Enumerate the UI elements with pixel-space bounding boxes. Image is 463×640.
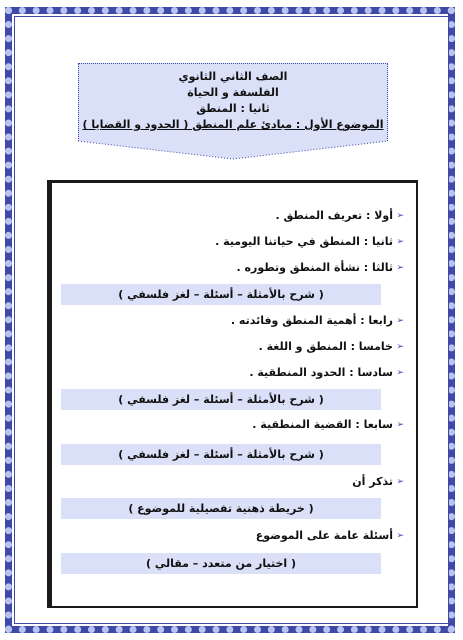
list-item-label: رابعا : أهمية المنطق وفائدته . — [230, 314, 393, 327]
highlight-band: ( شرح بالأمثلة – أسئلة – لغز فلسفي ) — [61, 284, 381, 305]
list-item-label: سادسا : الحدود المنطقية . — [249, 366, 393, 379]
arrow-bullet-icon: ➢ — [396, 530, 404, 541]
contents-box — [47, 180, 418, 608]
list-item — [275, 209, 404, 222]
list-item — [237, 261, 405, 274]
highlight-band: ( خريطة ذهنية تفصيلية للموضوع ) — [61, 498, 381, 519]
list-item — [259, 340, 404, 353]
arrow-bullet-icon: ➢ — [396, 236, 404, 247]
header-text — [78, 63, 388, 133]
list-item — [249, 366, 404, 379]
arrow-bullet-icon: ➢ — [396, 419, 404, 430]
list-item — [352, 475, 404, 488]
list-item-label: سابعا : القضية المنطقية . — [252, 418, 393, 431]
list-item — [256, 529, 404, 542]
arrow-bullet-icon: ➢ — [396, 262, 404, 273]
list-item-label: ثانيا : المنطق في حياتنا اليومية . — [215, 235, 393, 248]
list-item — [231, 314, 404, 327]
list-item — [215, 235, 404, 248]
arrow-bullet-icon: ➢ — [396, 476, 404, 487]
list-item-label: تذكر أن — [352, 475, 393, 488]
highlight-band: ( اختيار من متعدد – مقالي ) — [61, 553, 381, 574]
list-item-label: أولا : تعريف المنطق . — [275, 209, 393, 222]
list-item-label: ثالثا : نشأة المنطق وتطوره . — [236, 261, 393, 274]
arrow-bullet-icon: ➢ — [396, 210, 404, 221]
arrow-bullet-icon: ➢ — [396, 367, 404, 378]
header-banner-point — [78, 141, 388, 159]
highlight-band: ( شرح بالأمثلة – أسئلة – لغز فلسفي ) — [61, 389, 381, 410]
grade-title: الصف الثاني الثانوي — [178, 70, 288, 83]
list-item-label: أسئلة عامة على الموضوع — [255, 529, 393, 542]
arrow-bullet-icon: ➢ — [396, 315, 404, 326]
arrow-bullet-icon: ➢ — [396, 341, 404, 352]
list-item — [252, 418, 404, 431]
highlight-band: ( شرح بالأمثلة – أسئلة – لغز فلسفي ) — [61, 444, 381, 465]
topic-title: الموضوع الأول : مبادئ علم المنطق ( الحدود و القضايا ) — [82, 118, 384, 131]
unit-title: ثانيا : المنطق — [196, 102, 270, 115]
subject-title: الفلسفة و الحياة — [187, 86, 279, 99]
list-item-label: خامسا : المنطق و اللغة . — [258, 340, 393, 353]
